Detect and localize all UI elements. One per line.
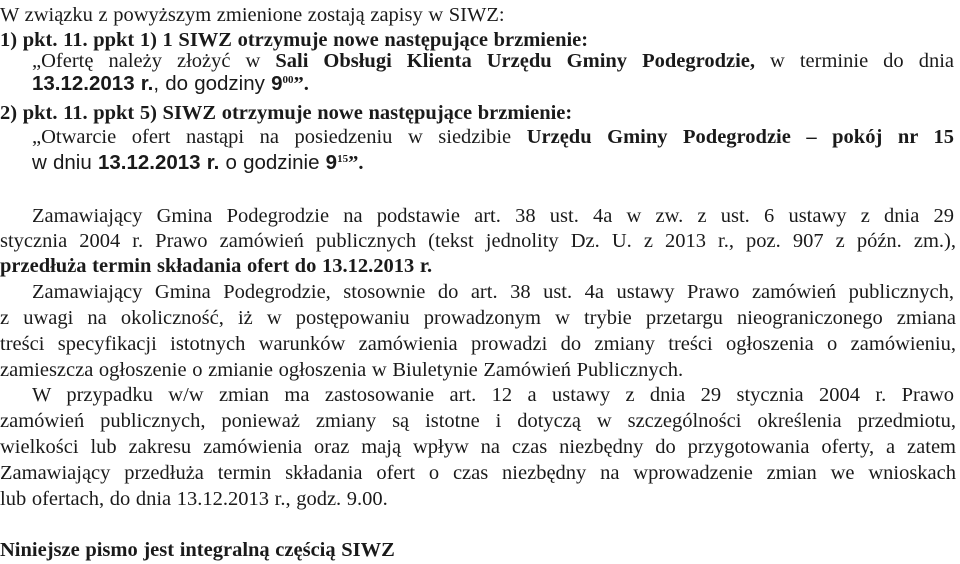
point-2-date-line [32, 150, 954, 176]
point-1-date: 13.12.2013 r. [32, 72, 154, 95]
point-2-place: Urzędu Gminy Podegrodzie – pokój nr 15 [526, 126, 954, 148]
para-3-line-1: W przypadku w/w zmian ma zastosowanie art. 12 a ustawy z dnia 29 stycznia 2004 r. Prawo [32, 384, 954, 406]
point-1-quote-start: „Ofertę należy złożyć w [32, 50, 276, 72]
para-3-line-4: Zamawiający przedłuża termin składania ofert o czas niezbędny na wprowadzenie zmian we wnioskach [0, 462, 956, 484]
para-1-extension-text: przedłuża termin składania ofert do 13.12.2013 r. [0, 255, 433, 277]
point-2-quote-start: „Otwarcie ofert nastąpi na posiedzeniu w siedzibie [32, 126, 527, 148]
footer-text: Niniejsze pismo jest integralną częścią SIWZ [0, 539, 395, 561]
para-1-line-3 [0, 253, 956, 279]
para-3-line-5: lub ofertach, do dnia 13.12.2013 r., godz. 9.00. [0, 488, 388, 510]
point-2-hour: 9 [325, 151, 338, 174]
point-1-minute: 00 [282, 74, 294, 86]
point-2-hour-text: o godzinie [219, 151, 326, 174]
point-1-heading-text: 1) pkt. 11. ppkt 1) 1 SIWZ otrzymuje nowe następujące brzmienie: [0, 29, 589, 51]
point-2-heading-text: 2) pkt. 11. ppkt 5) SIWZ otrzymuje nowe następujące brzmienie: [0, 102, 573, 124]
point-1-deadline-text: w terminie do dnia [755, 50, 955, 72]
point-2-heading [0, 100, 956, 126]
para-1-line-2: stycznia 2004 r. Prawo zamówień publicznych (tekst jednolity Dz. U. z 2013 r., poz. 907 z późn. zm.), [0, 230, 956, 252]
point-1-hour: 9 [271, 72, 283, 95]
intro-line: W związku z powyższym zmienione zostają zapisy w SIWZ: [0, 4, 505, 26]
para-2-line-4: zamieszcza ogłoszenie o zmianie ogłoszenia w Biuletynie Zamówień Publicznych. [0, 359, 684, 381]
point-1-hour-text: , do godziny [153, 72, 272, 95]
para-3-line-3: wielkości lub zakresu zamówienia oraz mają wpływ na czas niezbędny do przygotowania oferty, a zatem [0, 436, 956, 458]
point-1-place: Sali Obsługi Klienta Urzędu Gminy Podegrodzie, [275, 50, 755, 72]
point-1-date-line [32, 71, 954, 97]
para-2-line-1: Zamawiający Gmina Podegrodzie, stosownie do art. 38 ust. 4a ustawy Prawo zamówień publicznych, [32, 281, 954, 303]
point-2-day-text: w dniu [32, 151, 98, 174]
para-2-line-2: z uwagi na okoliczność, iż w postępowaniu prowadzonym w trybie przetargu nieograniczonego zmiana [0, 307, 956, 329]
point-1-end: ”. [293, 73, 309, 95]
point-2-end: ”. [348, 152, 364, 174]
point-2-minute: 15 [337, 153, 349, 165]
para-2-line-3: treści specyfikacji istotnych warunków zamówienia prowadzi do zmiany treści ogłoszenia o zamówieniu, [0, 333, 956, 355]
point-2-quote-line [32, 124, 954, 150]
para-1-line-1: Zamawiający Gmina Podegrodzie na podstawie art. 38 ust. 4a w zw. z ust. 6 ustawy z dnia 29 [32, 205, 954, 227]
para-3-line-2: zamówień publicznych, ponieważ zmiany są istotne i dotyczą w szczególności określenia przedmiotu, [0, 410, 956, 432]
point-2-date: 13.12.2013 r. [97, 151, 220, 174]
footer-statement [0, 537, 956, 563]
